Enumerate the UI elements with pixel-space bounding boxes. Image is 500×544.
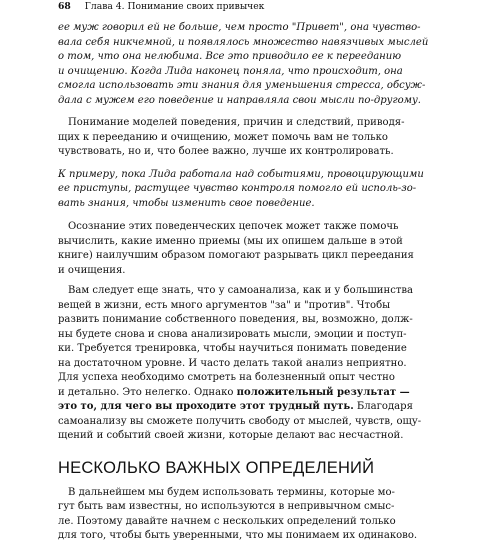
paragraph-behavior-chains bbox=[58, 220, 438, 278]
text-line: вещей в жизни, есть много аргументов "за" и "против". Чтобы bbox=[58, 299, 391, 311]
text-line: книге) наилучшим образом помогают разрывать цикл переедания bbox=[58, 250, 414, 261]
text-line: дала с мужем его поведение и направляла свои мысли по-другому. bbox=[58, 94, 421, 106]
text-line bbox=[58, 400, 438, 415]
chapter-title: Глава 4. Понимание своих привычек bbox=[84, 1, 265, 12]
text-line: вать знания, чтобы изменить свое поведение. bbox=[58, 197, 315, 209]
paragraph-lida-story bbox=[58, 21, 438, 108]
text-line: В дальнейшем мы будем использовать термины, которые мо- bbox=[68, 486, 395, 498]
text-line: чувствовать, но и, что более важно, лучше их контролировать. bbox=[58, 146, 394, 157]
text-line: вычислить, какие именно приемы (мы их опишем дальше в этой bbox=[58, 235, 403, 247]
text-line: развить понимание собственного поведения, вы, возможно, долж- bbox=[58, 314, 413, 325]
text-line: ки. Требуется тренировка, чтобы научиться понимать поведение bbox=[58, 343, 407, 354]
text-line: и очищению. Когда Лида наконец поняла, что происходит, она bbox=[58, 65, 403, 77]
text-line: Понимание моделей поведения, причин и следствий, приводя- bbox=[68, 117, 405, 128]
text-line: самоанализу вы сможете получить свободу от мыслей, чувств, ощу- bbox=[58, 415, 422, 427]
text-line: ле. Поэтому давайте начнем с нескольких определений только bbox=[58, 515, 396, 527]
emphasis-positive-result: положительный результат — bbox=[236, 386, 410, 398]
text-line bbox=[58, 386, 438, 401]
text-line: Для успеха необходимо смотреть на болезненный опыт честно bbox=[58, 372, 395, 383]
section-heading: НЕСКОЛЬКО ВАЖНЫХ ОПРЕДЕЛЕНИЙ bbox=[58, 458, 375, 477]
text-line: гут быть вам известны, но используются в непривычном смыс- bbox=[58, 501, 395, 512]
text-line: вала себя никчемной, и появлялось множество навязчивых мыслей bbox=[58, 36, 429, 48]
paragraph-definitions-intro bbox=[58, 486, 438, 544]
text-line: о том, что она нелюбима. Все это приводило ее к перееданию bbox=[58, 51, 402, 62]
book-page bbox=[58, 0, 438, 544]
paragraph-understanding-models bbox=[58, 116, 438, 160]
text-fragment: Благодаря bbox=[353, 401, 413, 412]
text-line: К примеру, пока Лида работала над событиями, провоцирующими bbox=[58, 168, 424, 180]
text-fragment: и детально. Это нелегко. Однако bbox=[58, 386, 234, 398]
text-line: щений и событий своей жизни, которые делают вас несчастной. bbox=[58, 430, 404, 441]
running-head bbox=[58, 0, 438, 19]
text-line: ны будете снова и снова анализировать мысли, эмоции и поступ- bbox=[58, 328, 407, 340]
text-line: на достаточном уровне. И часто делать такой анализ неприятно. bbox=[58, 357, 407, 369]
text-line: смогла использовать эти знания для уменьшения стресса, обсуж- bbox=[58, 80, 426, 91]
text-line: ее приступы, растущее чувство контроля помогло ей исполь-зо- bbox=[58, 183, 417, 194]
text-line: и очищения. bbox=[58, 264, 126, 276]
text-line: щих к перееданию и очищению, может помочь вам не только bbox=[58, 131, 388, 143]
text-line: Вам следует еще знать, что у самоанализа, как и у большинства bbox=[68, 285, 414, 296]
text-line: для того, чтобы быть уверенными, что мы понимаем их одинаково. bbox=[58, 530, 418, 541]
page-number: 68 bbox=[58, 1, 71, 12]
emphasis-hard-path: это то, для чего вы проходите этот трудный путь. bbox=[58, 401, 354, 412]
text-line: ее муж говорил ей не больше, чем просто "Привет", она чувство- bbox=[58, 22, 421, 33]
text-line: Осознание этих поведенческих цепочек может также помочь bbox=[68, 221, 399, 232]
paragraph-self-analysis bbox=[58, 284, 438, 444]
paragraph-example bbox=[58, 168, 438, 212]
